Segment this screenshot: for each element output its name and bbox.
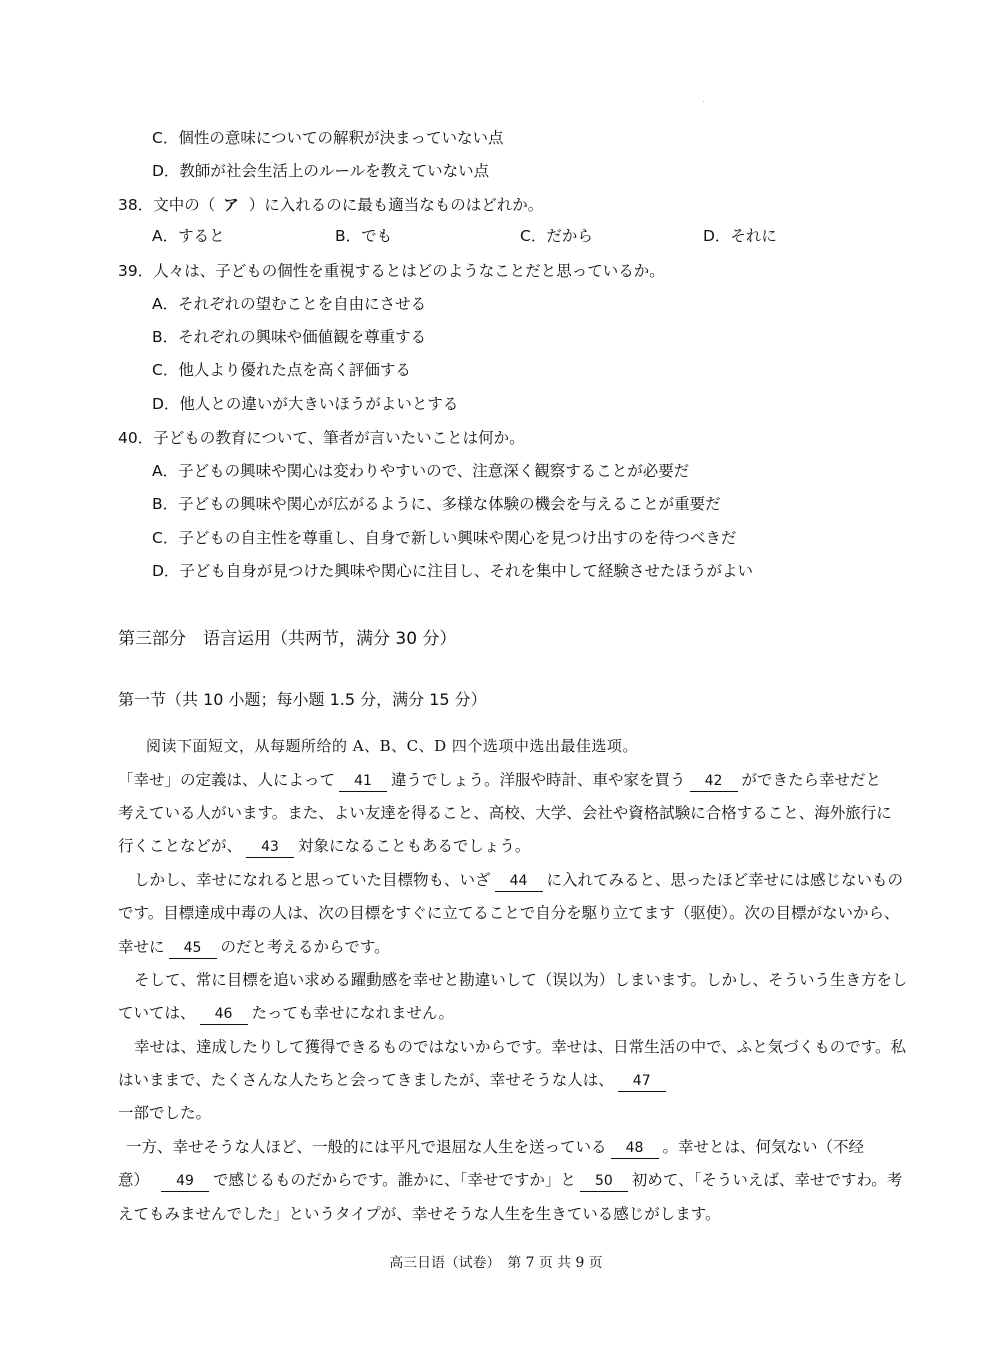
section1-heading: 第一节（共 10 小题；每小题 1.5 分，满分 15 分） (118, 690, 487, 709)
passage-text: に入れてみると、思ったほど幸せには感じないもの (546, 871, 904, 889)
passage-text: しかし、幸せになれると思っていた目標物も、いざ (134, 871, 491, 889)
passage-text: 初めて、「そういえば、幸せですわ。考 (631, 1171, 903, 1189)
passage-text: 。幸せとは、何気ない（不经 (662, 1138, 865, 1156)
passage-text: ができたら幸せだと (741, 771, 882, 789)
blank-42: 42 (690, 771, 738, 792)
passage-line-2: 考えている人がいます。また、よい友達を得ること、高校、大学、会社や資格試験に合格すること、海外旅行に (118, 804, 892, 822)
passage-line-14: えてもみませんでした」というタイプが、幸せそうな人生を生きている感じがします。 (118, 1205, 721, 1223)
q39-stem: 39．人々は、子どもの個性を重視するとはどのようなことだと思っているか。 (118, 262, 665, 280)
q38-option-a: A．すると (152, 227, 225, 245)
q39-option-a: A．それぞれの望むことを自由にさせる (152, 295, 427, 313)
passage-line-4 (134, 869, 903, 892)
q39-option-b: B．それぞれの興味や価値観を尊重する (152, 328, 427, 346)
q37-option-c: C．個性の意味についての解釈が決まっていない点 (152, 129, 504, 147)
passage-line-7: そして、常に目標を追い求める躍動感を幸せと勘違いして（误以为）しまいます。しかし、そういう生き方をし (134, 971, 908, 989)
blank-49: 49 (161, 1171, 209, 1192)
passage-text: 一方、幸せそうな人ほど、一般的には平凡で退屈な人生を送っている (126, 1138, 607, 1156)
q38-stem (118, 194, 543, 216)
q40-option-d: D．子ども自身が見つけた興味や関心に注目し、それを集中して経験させたほうがよい (152, 562, 753, 580)
passage-text: 意） (118, 1171, 150, 1189)
passage-line-12 (126, 1136, 864, 1159)
passage-line-8 (118, 1002, 454, 1025)
q40-option-b: B．子どもの興味や関心が広がるように、多様な体験の機会を与えることが重要だ (152, 495, 721, 513)
q38-option-c: C．だから (520, 227, 593, 245)
instructions: 阅读下面短文，从每题所给的 A、B、C、D 四个选项中选出最佳选项。 (146, 737, 638, 755)
q38-stem-before: 38．文中の（ (118, 196, 216, 214)
q38-stem-after: ）に入れるのに最も適当なものはどれか。 (248, 196, 544, 214)
passage-line-6 (118, 936, 390, 959)
blank-50: 50 (580, 1171, 628, 1192)
blank-47: 47 (618, 1071, 666, 1092)
passage-text: はいままで、たくさんな人たちと会ってきましたが、幸せそうな人は、 (118, 1071, 614, 1089)
part3-heading: 第三部分 语言运用（共两节，满分 30 分） (118, 629, 457, 649)
passage-text: 「幸せ」の定義は、人によって (118, 771, 336, 789)
passage-text: 対象になることもあるでしょう。 (298, 837, 531, 855)
blank-41: 41 (339, 771, 387, 792)
blank-43: 43 (246, 837, 294, 858)
page-footer: 高三日语（试卷） 第 7 页 共 9 页 (389, 1255, 603, 1271)
q39-option-c: C．他人より優れた点を高く評価する (152, 361, 411, 379)
q38-option-d: D．それに (703, 227, 777, 245)
passage-line-10 (118, 1069, 670, 1092)
passage-line-11: 一部でした。 (118, 1104, 212, 1122)
passage-text: で感じるものだからです。誰かに、「幸せですか」と (213, 1171, 576, 1189)
q37-option-d: D．教師が社会生活上のルールを教えていない点 (152, 162, 490, 180)
q40-option-a: A．子どもの興味や関心は変わりやすいので、注意深く観察することが必要だ (152, 462, 690, 480)
passage-text: 行くことなどが、 (118, 837, 243, 855)
passage-line-13 (118, 1169, 902, 1192)
passage-text: 幸せに (118, 938, 165, 956)
blank-48: 48 (611, 1138, 659, 1159)
blank-46: 46 (200, 1004, 248, 1025)
passage-text: のだと考えるからです。 (220, 938, 390, 956)
passage-text: ていては、 (118, 1004, 196, 1022)
q40-option-c: C．子どもの自主性を尊重し、自身で新しい興味や関心を見つけ出すのを待つべきだ (152, 529, 737, 547)
q38-option-b: B．でも (335, 227, 393, 245)
blank-45: 45 (169, 938, 217, 959)
q40-stem: 40．子どもの教育について、筆者が言いたいことは何か。 (118, 429, 525, 447)
q39-option-d: D．他人との違いが大きいほうがよいとする (152, 395, 459, 413)
blank-44: 44 (495, 871, 543, 892)
passage-line-3 (118, 835, 530, 858)
scan-speck (703, 101, 704, 102)
passage-line-1 (118, 769, 881, 792)
passage-text: たっても幸せになれません。 (251, 1004, 454, 1022)
passage-line-5: です。目標達成中毒の人は、次の目標をすぐに立てることで自分を駆り立てます（驱使）。次の目標がないから、 (118, 904, 900, 922)
q38-marker: ア (223, 196, 239, 214)
passage-text: 違うでしょう。洋服や時計、車や家を買う (391, 771, 686, 789)
passage-line-9: 幸せは、達成したりして獲得できるものではないからです。幸せは、日常生活の中で、ふと気づくものです。私 (134, 1038, 907, 1056)
